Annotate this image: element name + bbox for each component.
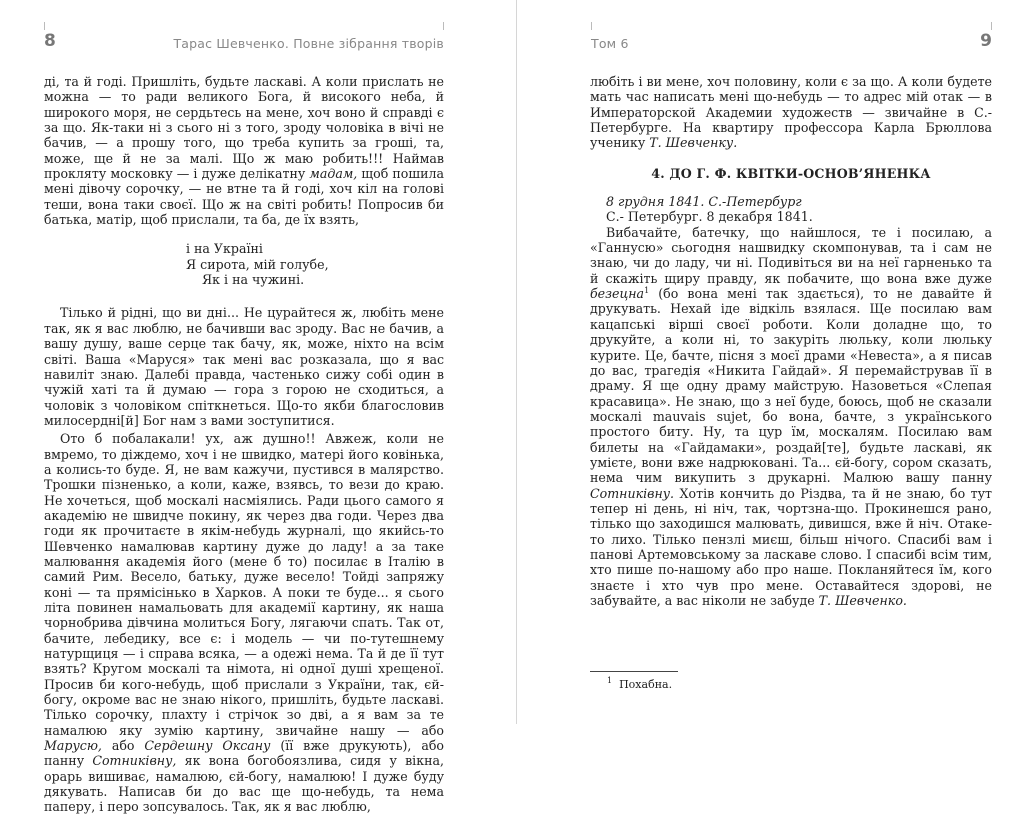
text-run: як вона богобоязлива, сидя у вікна, орарь вишиває, намалюю, єй-богу, намалюю! І дуже буду дякувать. Написав би до вас ще що-небудь, та нема паперу, і перо зопсувалось. Так, як я вас люблю, bbox=[44, 753, 444, 815]
text-run: (бо вона мені так здається), то не давайте й друкувать. Нехай іде відкіль взялася. Ще посилаю вам кацапські вірші своєї роботи. Коли доладне що, то друкуйте, а коли ні, то закуріть люльку, коли люльку курите. Це, бачте, пісня з моєї драми «Невеста», а я писав до вас, трагедія «Никита Гайдай». Я перемайстрував її в драму. Я ще одну драму майструю. Назоветься «Слепая красавица». Не знаю, що з неї буде, боюсь, щоб не сказали москалі mauvais sujet, бо вона, бачте, з українського простого биту. Ну, та цур їм, москалям. Посилаю вам билеты на «Гайдамаки», роздай[те], будьте ласкаві, як умієте, вони вже надрюковані. Та... єй-богу, сором сказать, нема чим викупить з друкарні. Малюю вашу панну bbox=[590, 286, 992, 486]
letter-place-date: С.- Петербург. 8 декабря 1841. bbox=[606, 209, 813, 225]
crop-mark bbox=[443, 22, 444, 30]
text-run: Вибачайте, батечку, що найшлося, те і посилаю, а «Ганнусю» сьогодня нашвидку скомпонував, та і сам не знаю, чи до ладу, чи ні. Подивіться ви на неї гарненько та й скажіть щиру правду, як побачите, що вона вже дуже bbox=[590, 224, 992, 286]
text-run: Ото б побалакали! ух, аж душно!! Авжеж, коли не вмремо, то діждемо, хоч і не швидко, матері його ковінька, а колись-то буде. Я, не вам кажучи, пустився в малярство. Трошки пізненько, а коли, каже, взявсь, то вези до краю. Не хочеться, щоб москалі насміялись. Ради цього самого я академію не швидче покину, як через два годи. Через два годи як прочитаєте в якім-небудь журналі, що якийсь-то Шевченко намалював картину дуже до ладу! а за таке малювання академія його (мене б то) посилає в Італію в самий Рим. Весело, батьку, дуже весело! Тойді запряжу коні — та прямісінько в Харков. А поки те буде... я сього літа повинен намальовать для академії картину, як наша чорнобрива дівчина молиться Богу, лягаючи спать. Так от, бачите, лебедику, все є: і модель — чи по-тутешнему натурщиця — і справа всяка, — а одежі нема. Та й де її тут взять? Кругом москалі та німота, ні одної душі хрещеної. Просив би кого-небудь, щоб прислали з України, так, єй-богу, окроме вас не знаю нікого, пришліть, будьте ласкаві. Тілько сорочку, плахту і стрічок зо дві, а я вам за те намалюю яку зумію картину, звичайне нашу — або bbox=[44, 431, 444, 738]
italic-text: Сотниківну, bbox=[92, 753, 177, 769]
paragraph bbox=[44, 431, 444, 815]
left-body-text bbox=[44, 74, 444, 815]
paragraph: Тілько й рідні, що ви дні... Не цурайтеся ж, любіть мене так, як я вас люблю, не бачивши вас зроду. Вас не бачив, а вашу душу, ваше серце так бачу, як, може, ніхто на всім світі. Ваша «Маруся» так мені вас розказала, що я вас навиліт знаю. Далебі правда, частенько сижу собі один в чужій хаті та й думаю — гора з горою не сходиться, а чоловік з чоловіком спіткнеться. Що-то якби благословив милосердні[й] Бог нам з вами зоступитися. bbox=[44, 305, 444, 428]
verse-line: Як і на чужині. bbox=[202, 272, 305, 288]
text-run: (її вже друкують), або панну bbox=[44, 738, 444, 769]
italic-text: Сотниківну. bbox=[590, 485, 675, 501]
italic-text: Т. Шевченку. bbox=[649, 135, 738, 151]
italic-text: Т. Шевченко. bbox=[818, 593, 907, 608]
italic-text: мадам, bbox=[309, 166, 358, 182]
text-run: або bbox=[101, 738, 145, 754]
crop-mark bbox=[591, 22, 592, 30]
crop-mark bbox=[991, 22, 992, 30]
paragraph bbox=[44, 74, 444, 227]
right-body-text bbox=[590, 74, 992, 608]
text-run: ді, та й годі. Пришліть, будьте ласкаві. А коли прислать не можна — то ради великого Бога, й високого неба, й широкого моря, не сердьтесь на мене, хоч воно й справді є за що. Як-таки ні з сього ні з того, зроду чоловіка в вічі не бачив, — а прошу того, що треба купить за гроші, та, може, ще й не за малі. Що ж маю робить!!! Наймав прокляту московку — і дуже делікатну bbox=[44, 74, 444, 182]
page-number-left: 8 bbox=[44, 31, 56, 51]
text-run: любіть і ви мене, хоч половину, коли є за що. А коли будете мать час написать мені що-небудь — то адрес мій отак — в Императорской Академии художеств — звичайне в С.-Петербурге. На квартиру профессора Карла Брюллова ученику bbox=[590, 74, 992, 151]
text-run: Хотів кончить до Різдва, та й не знаю, бо тут тепер ні день, ні ніч, так, чортзна-що. Прокинешся рано, тілько що заходишся малювать, дивишся, вже й ніч. Отаке-то лихо. Тілько пензлі миєш, більш нічого. Спасибі вам і панові Артемовському за ласкаве слово. І спасибі всім тим, хто пише по-нашому або про наше. Покланяйтеся їм, кого знаєте і хто чув про мене. Оставайтеся здорові, не забувайте, а вас ніколи не забуде bbox=[590, 485, 992, 608]
verse-line: Я сирота, мій голубе, bbox=[186, 256, 329, 272]
verse-line: і на Україні bbox=[186, 241, 263, 257]
footnote bbox=[607, 678, 672, 691]
page-number-right: 9 bbox=[980, 31, 992, 51]
italic-text: безецна bbox=[590, 286, 645, 302]
running-title-left: Тарас Шевченко. Повне зібрання творів bbox=[173, 36, 444, 51]
footnote-ref: 1 bbox=[644, 285, 650, 295]
verse-quote bbox=[186, 241, 444, 287]
footnote-text: Похабна. bbox=[619, 678, 673, 691]
footnote-marker: 1 bbox=[607, 676, 613, 686]
running-title-right: Том 6 bbox=[591, 36, 629, 51]
paragraph bbox=[590, 74, 992, 151]
footnote-rule bbox=[590, 671, 678, 672]
paragraph bbox=[590, 225, 992, 609]
text-run: щоб пошила мені дівочу сорочку, — не втне та й годі, хоч кіл на голові теши, вона таки своєї. Що ж на світі робить! Попросив би батька, матір, щоб прислали, та ба, де їх взять, bbox=[44, 166, 444, 228]
letter-dateline: 8 грудня 1841. С.-Петербург bbox=[606, 194, 802, 210]
crop-mark bbox=[44, 22, 45, 30]
section-heading: 4. ДО Г. Ф. КВІТКИ-ОСНОВ’ЯНЕНКА bbox=[651, 165, 931, 181]
italic-text: Сердешну Оксану bbox=[144, 738, 271, 754]
italic-text: Марусю, bbox=[44, 738, 102, 754]
